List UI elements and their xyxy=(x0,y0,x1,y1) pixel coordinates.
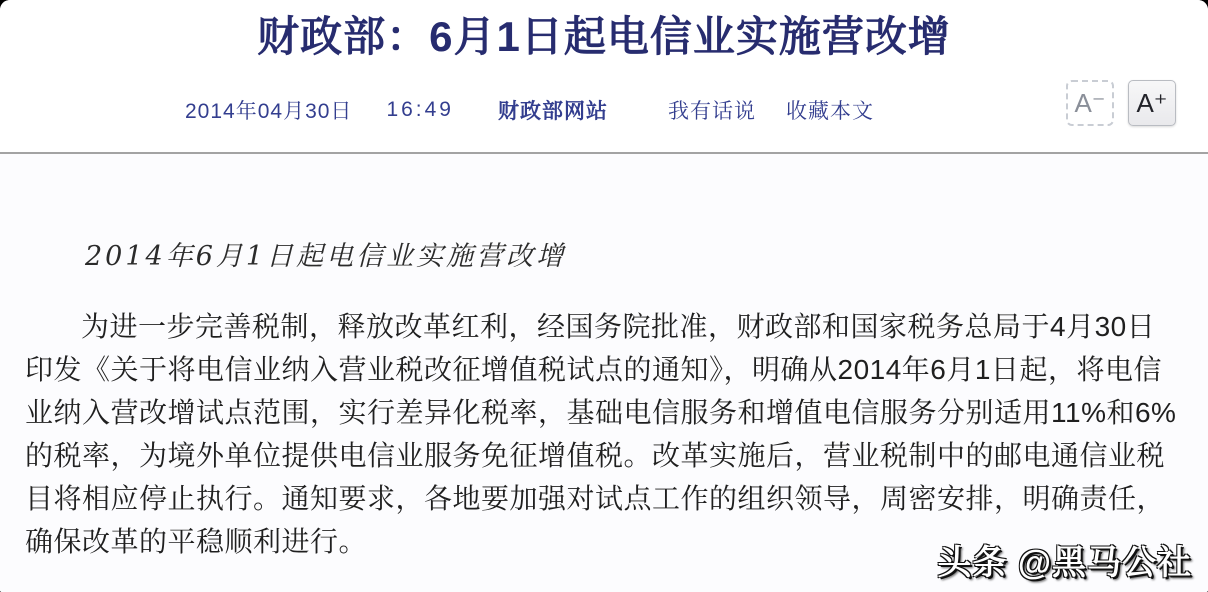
font-increase-button[interactable]: A⁺ xyxy=(1128,80,1176,126)
article-body xyxy=(0,154,1208,592)
publish-time: 16:49 xyxy=(386,98,454,121)
publish-date: 2014年04月30日 xyxy=(185,100,353,123)
paragraph-line: 确保改革的平稳顺利进行。 xyxy=(25,526,368,557)
favorite-link[interactable]: 收藏本文 xyxy=(786,100,874,123)
article-header xyxy=(0,0,1208,152)
source-label: 财政部网站 xyxy=(498,100,608,123)
article-subtitle: 2014年6月1日起电信业实施营改增 xyxy=(85,241,567,272)
font-decrease-button[interactable]: A⁻ xyxy=(1066,80,1114,126)
meta-info xyxy=(185,95,874,125)
paragraph-line: 目将相应停止执行。通知要求，各地要加强对试点工作的组织领导，周密安排，明确责任， xyxy=(25,483,1166,514)
watermark: 头条 @黑马公社 xyxy=(937,544,1192,582)
font-size-controls xyxy=(1066,80,1176,126)
comments-link[interactable]: 我有话说 xyxy=(668,100,756,123)
paragraph-line: 业纳入营改增试点范围，实行差异化税率，基础电信服务和增值电信服务分别适用11%和6% xyxy=(25,397,1177,428)
paragraph-line: 的税率，为境外单位提供电信业服务免征增值税。改革实施后，营业税制中的邮电通信业税 xyxy=(25,440,1166,471)
meta-row xyxy=(0,87,1208,130)
paragraph xyxy=(25,305,1178,563)
paragraph-line: 印发《关于将电信业纳入营业税改征增值税试点的通知》，明确从2014年6月1日起，将电信 xyxy=(25,354,1162,385)
paragraph-line: 为进一步完善税制，释放改革红利，经国务院批准，财政部和国家税务总局于4月30日 xyxy=(81,311,1156,342)
page-title: 财政部：6月1日起电信业实施营改增 xyxy=(257,13,951,60)
